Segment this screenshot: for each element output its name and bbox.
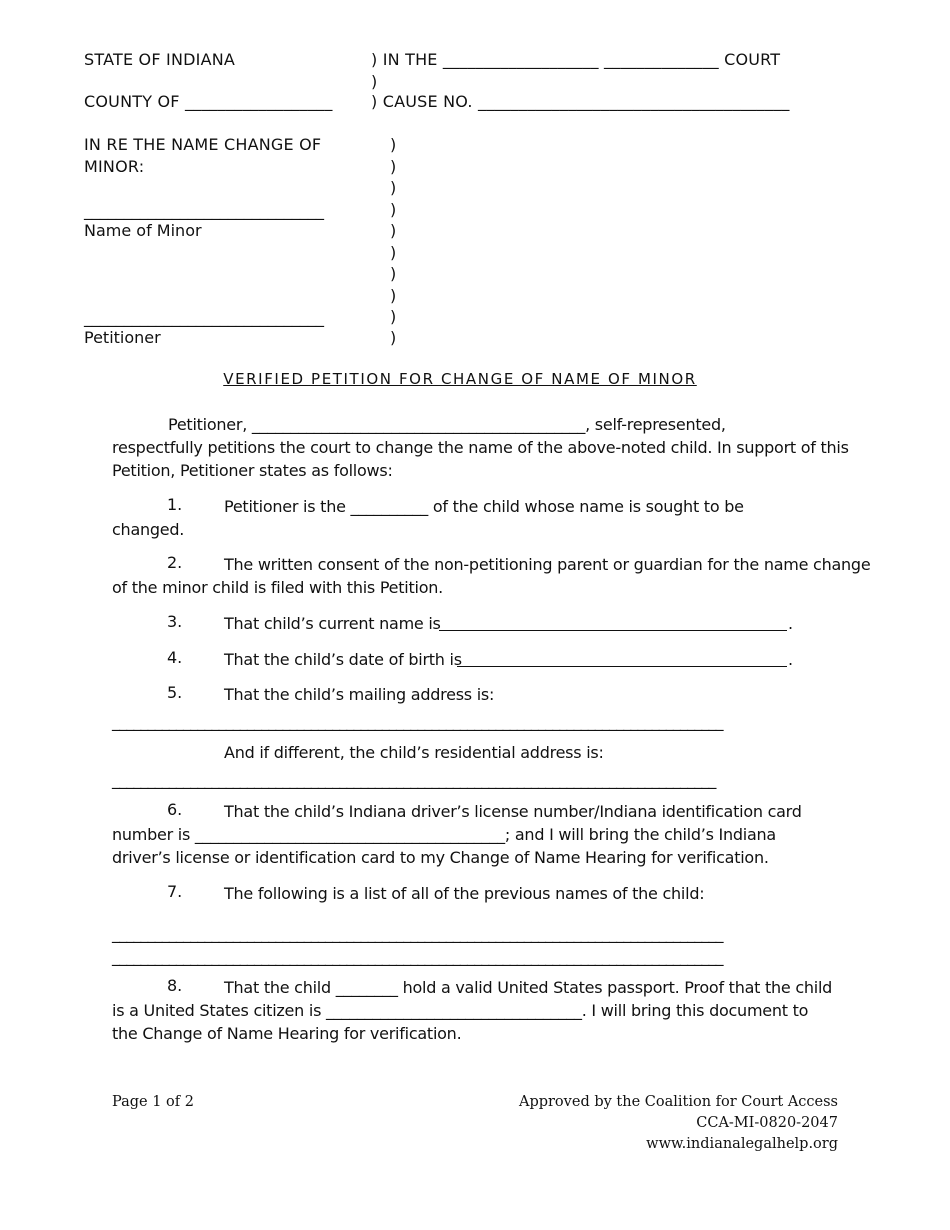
date-of-birth-blank	[457, 666, 787, 667]
item-number: 7.	[167, 882, 183, 901]
item-6-line-3: driver’s license or identification card to my Change of Name Hearing for verification.	[112, 848, 769, 867]
item-6-line-2: number is ________________________________________; and I will bring the child’s Indiana	[112, 825, 776, 844]
item-3-text: That child’s current name is	[224, 614, 441, 633]
state-label: STATE OF INDIANA	[84, 50, 236, 69]
item-5-text: That the child’s mailing address is:	[224, 685, 495, 704]
current-name-blank	[439, 630, 787, 631]
item-8-line-2: is a United States citizen is _________________________________. I will bring this document to	[112, 1001, 809, 1020]
caption-paren: )	[371, 72, 378, 91]
caption-paren: )	[390, 243, 397, 262]
previous-names-blank-2: ______________________________________________________________________________________	[112, 947, 723, 966]
item-8-line-3: the Change of Name Hearing for verification.	[112, 1024, 462, 1043]
mailing-address-blank: ______________________________________________________________________________________	[112, 712, 723, 731]
item-4-text: That the child’s date of birth is	[224, 650, 462, 669]
page-number: Page 1 of 2	[112, 1094, 194, 1110]
form-code: CCA-MI-0820-2047	[696, 1115, 838, 1131]
residential-address-blank: _____________________________________________________________________________________	[112, 770, 716, 789]
residential-address-text: And if different, the child’s residential address is:	[224, 743, 604, 762]
petitioner-label: Petitioner	[84, 328, 161, 347]
in-re-heading: IN RE THE NAME CHANGE OF	[84, 135, 322, 154]
caption-paren: )	[390, 328, 397, 347]
caption-paren: )	[390, 264, 397, 283]
item-2-line-1: The written consent of the non-petitioning parent or guardian for the name change	[224, 555, 871, 574]
item-6-line-1: That the child’s Indiana driver’s license number/Indiana identification card	[224, 802, 802, 821]
item-4-period: .	[788, 650, 793, 669]
caption-paren: )	[390, 221, 397, 240]
county-line: COUNTY OF __________________	[84, 92, 333, 111]
minor-name-label: Name of Minor	[84, 221, 202, 240]
item-8-line-1: That the child ________ hold a valid United States passport. Proof that the child	[224, 978, 833, 997]
website-link[interactable]: www.indianalegalhelp.org	[646, 1136, 838, 1152]
intro-line-2: respectfully petitions the court to change the name of the above-noted child. In support of this	[112, 438, 849, 457]
caption-paren: )	[390, 135, 397, 154]
court-line: ) IN THE ___________________ ______________ COURT	[371, 50, 781, 69]
item-2-line-2: of the minor child is filed with this Petition.	[112, 578, 443, 597]
item-1-line-2: changed.	[112, 520, 185, 539]
petition-title: VERIFIED PETITION FOR CHANGE OF NAME OF MINOR	[223, 370, 697, 388]
petitioner-blank: ______________________________	[84, 308, 324, 327]
item-number: 2.	[167, 553, 183, 572]
item-1-line-1: Petitioner is the __________ of the child whose name is sought to be	[224, 497, 744, 516]
minor-name-blank: ______________________________	[84, 201, 324, 220]
caption-paren: )	[390, 307, 397, 326]
item-3-period: .	[788, 614, 793, 633]
caption-paren: )	[390, 200, 397, 219]
item-number: 5.	[167, 683, 183, 702]
item-number: 3.	[167, 612, 183, 631]
previous-names-blank-1: ______________________________________________________________________________________	[112, 924, 723, 943]
item-number: 1.	[167, 495, 183, 514]
intro-line-1: Petitioner, ___________________________________________, self-represented,	[168, 415, 726, 434]
intro-line-3: Petition, Petitioner states as follows:	[112, 461, 393, 480]
approval-note: Approved by the Coalition for Court Access	[518, 1094, 838, 1110]
item-7-text: The following is a list of all of the previous names of the child:	[224, 884, 705, 903]
cause-number-line: ) CAUSE NO. ______________________________________	[371, 92, 790, 111]
caption-paren: )	[390, 157, 397, 176]
item-number: 4.	[167, 648, 183, 667]
caption-paren: )	[390, 178, 397, 197]
in-re-heading-minor: MINOR:	[84, 157, 145, 176]
item-number: 8.	[167, 976, 183, 995]
item-number: 6.	[167, 800, 183, 819]
caption-paren: )	[390, 286, 397, 305]
